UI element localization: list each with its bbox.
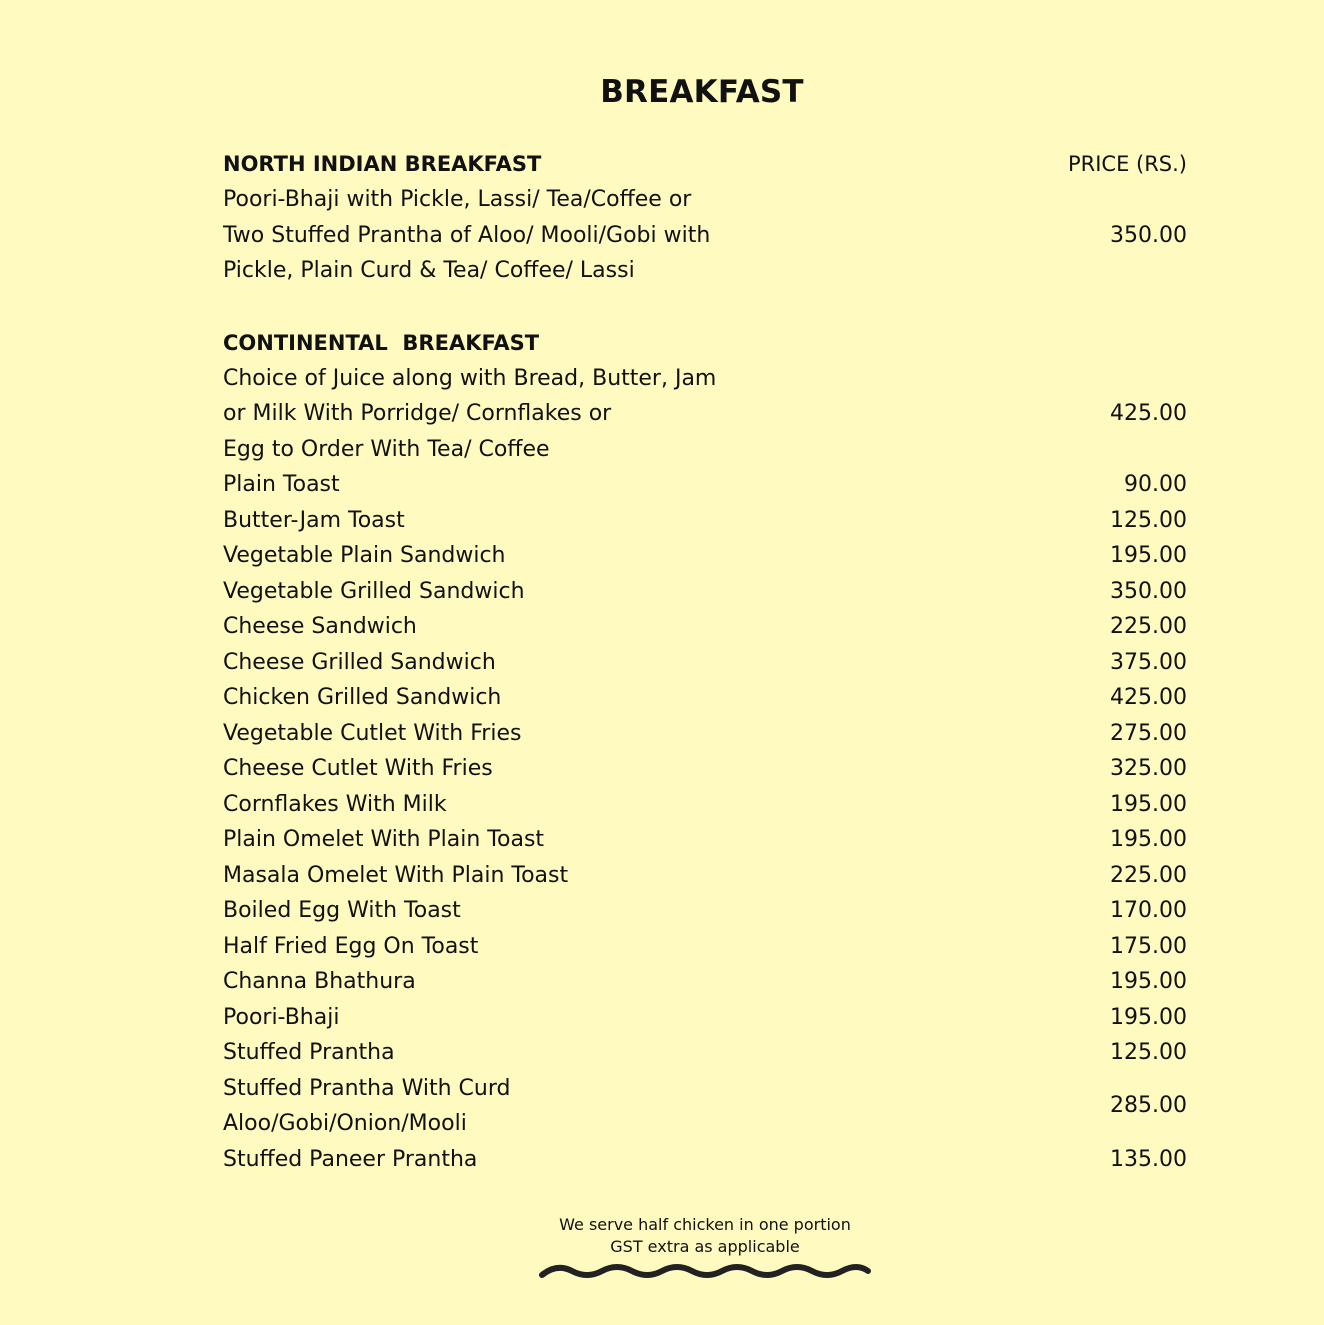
menu-item	[223, 1035, 1187, 1071]
item-price: 125.00	[1110, 507, 1187, 533]
item-name: Stuffed Prantha	[223, 1040, 395, 1065]
combo-price: 350.00	[1110, 222, 1187, 248]
item-price: 285.00	[1110, 1093, 1187, 1119]
menu-item	[223, 964, 1187, 1000]
item-name: Half Fried Egg On Toast	[223, 933, 479, 959]
continental-header-row	[223, 325, 1187, 361]
menu-item	[223, 538, 1187, 574]
page-title: BREAKFAST	[600, 74, 804, 110]
combo-line: Choice of Juice along with Bread, Butter, Jam	[223, 365, 717, 391]
menu-item	[223, 858, 1187, 894]
wave-divider-icon	[538, 1262, 872, 1288]
footer-line-portion: We serve half chicken in one portion	[559, 1215, 851, 1234]
menu-item	[223, 467, 1187, 503]
item-name: Channa Bhathura	[223, 969, 416, 994]
combo-line: Egg to Order With Tea/ Coffee	[223, 436, 550, 462]
item-name-line: Stuffed Prantha With Curd	[223, 1075, 511, 1101]
menu-list	[223, 146, 1187, 1177]
menu-item	[223, 1142, 1187, 1178]
menu-item	[223, 751, 1187, 787]
item-price: 425.00	[1110, 685, 1187, 710]
item-price: 225.00	[1110, 614, 1187, 639]
price-column-header: PRICE (RS.)	[1067, 152, 1187, 176]
menu-item	[223, 609, 1187, 645]
item-name: Stuffed Paneer Prantha	[223, 1146, 478, 1172]
item-price: 135.00	[1110, 1146, 1187, 1172]
continental-heading: CONTINENTAL BREAKFAST	[223, 330, 540, 355]
item-name: Cheese Cutlet With Fries	[223, 756, 493, 781]
north-indian-combo	[223, 182, 1187, 289]
item-price: 325.00	[1110, 756, 1187, 781]
item-name: Cheese Grilled Sandwich	[223, 649, 496, 675]
combo-line: Two Stuffed Prantha of Aloo/ Mooli/Gobi with	[223, 222, 711, 248]
item-name: Cheese Sandwich	[223, 614, 417, 639]
item-name: Vegetable Plain Sandwich	[223, 543, 506, 568]
north-indian-heading: NORTH INDIAN BREAKFAST	[223, 152, 542, 176]
item-name: Plain Omelet With Plain Toast	[223, 827, 545, 852]
item-price: 275.00	[1110, 720, 1187, 746]
menu-item	[223, 929, 1187, 965]
combo-line: or Milk With Porridge/ Cornflakes or	[223, 401, 612, 426]
menu-item	[223, 680, 1187, 716]
item-name: Chicken Grilled Sandwich	[223, 685, 502, 710]
item-name: Butter-Jam Toast	[223, 507, 405, 533]
item-price: 195.00	[1110, 543, 1187, 568]
item-price: 195.00	[1110, 791, 1187, 817]
item-name: Vegetable Grilled Sandwich	[223, 578, 525, 604]
item-price: 225.00	[1110, 862, 1187, 888]
item-price: 195.00	[1110, 969, 1187, 994]
item-price: 375.00	[1110, 649, 1187, 675]
item-price: 175.00	[1110, 933, 1187, 959]
north-indian-header-row	[223, 146, 1187, 182]
combo-price: 425.00	[1110, 401, 1187, 426]
item-name: Cornflakes With Milk	[223, 791, 447, 817]
footer-note	[0, 1214, 1324, 1258]
continental-combo	[223, 361, 1187, 468]
menu-item	[223, 893, 1187, 929]
item-name: Vegetable Cutlet With Fries	[223, 720, 522, 746]
item-price: 170.00	[1110, 898, 1187, 923]
menu-item-stuffed-curd	[223, 1071, 1187, 1142]
combo-line: Poori-Bhaji with Pickle, Lassi/ Tea/Coffee or	[223, 187, 692, 212]
item-name: Boiled Egg With Toast	[223, 898, 461, 923]
combo-line: Pickle, Plain Curd & Tea/ Coffee/ Lassi	[223, 258, 635, 283]
item-name: Poori-Bhaji	[223, 1004, 340, 1030]
item-name: Plain Toast	[223, 472, 340, 497]
item-price: 125.00	[1110, 1040, 1187, 1065]
item-price: 350.00	[1110, 578, 1187, 604]
menu-item	[223, 1000, 1187, 1036]
item-price: 90.00	[1124, 472, 1187, 497]
menu-item	[223, 822, 1187, 858]
menu-item	[223, 645, 1187, 681]
menu-item	[223, 503, 1187, 539]
item-name: Masala Omelet With Plain Toast	[223, 862, 569, 888]
item-name-line: Aloo/Gobi/Onion/Mooli	[223, 1111, 467, 1136]
menu-item	[223, 716, 1187, 752]
item-price: 195.00	[1110, 827, 1187, 852]
menu-item	[223, 574, 1187, 610]
footer-line-gst: GST extra as applicable	[610, 1237, 800, 1256]
menu-item	[223, 787, 1187, 823]
item-price: 195.00	[1110, 1004, 1187, 1030]
